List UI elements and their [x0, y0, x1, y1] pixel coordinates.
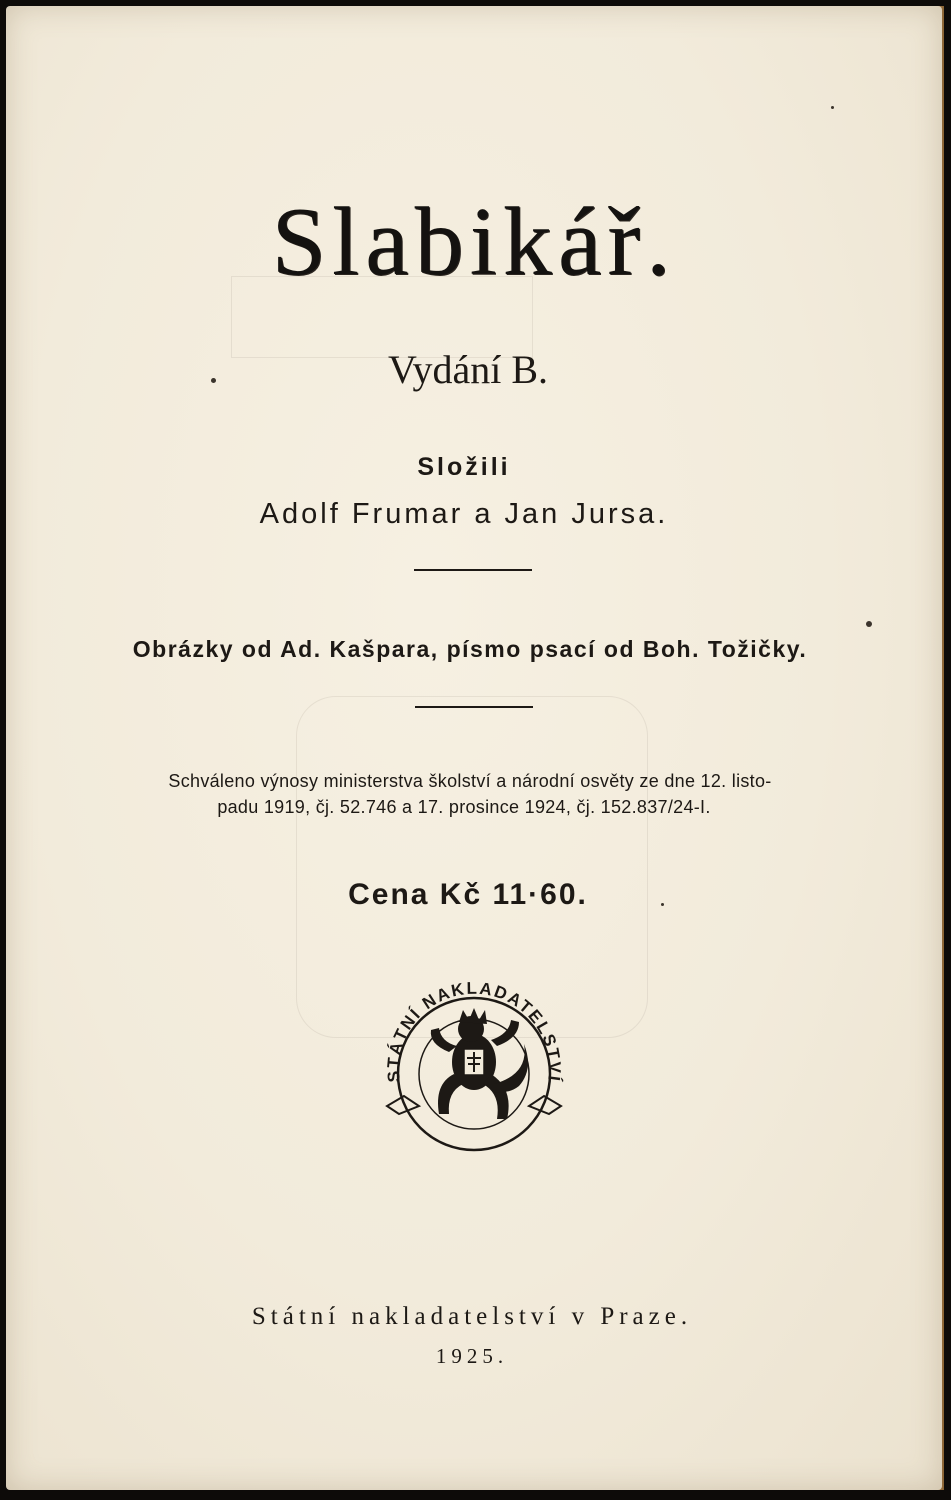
divider-rule [415, 706, 533, 708]
authors-line: Adolf Frumar a Jan Jursa. [259, 498, 669, 530]
seal-text: STÁTNÍ NAKLADATELSTVÍ [383, 978, 565, 1084]
book-title: Slabikář. [271, 188, 677, 296]
approval-line: Schváleno výnosy ministerstva školství a národní osvěty ze dne 12. listo- [168, 771, 772, 791]
lion-seal-icon [379, 974, 569, 1154]
composed-by-label: Složili [417, 453, 511, 481]
publication-year: 1925. [435, 1344, 509, 1368]
approval-line: padu 1919, čj. 52.746 a 17. prosince 1924, čj. 152.837/24-I. [217, 797, 711, 817]
price-line: Cena Kč 11·60. [348, 878, 588, 911]
edition-label: Vydání B. [388, 347, 548, 392]
title-page [6, 6, 942, 1490]
illustration-credits: Obrázky od Ad. Kašpara, písmo psací od Boh. Tožičky. [132, 636, 808, 662]
divider-rule [414, 569, 532, 571]
publisher-line: Státní nakladatelství v Praze. [251, 1303, 693, 1330]
